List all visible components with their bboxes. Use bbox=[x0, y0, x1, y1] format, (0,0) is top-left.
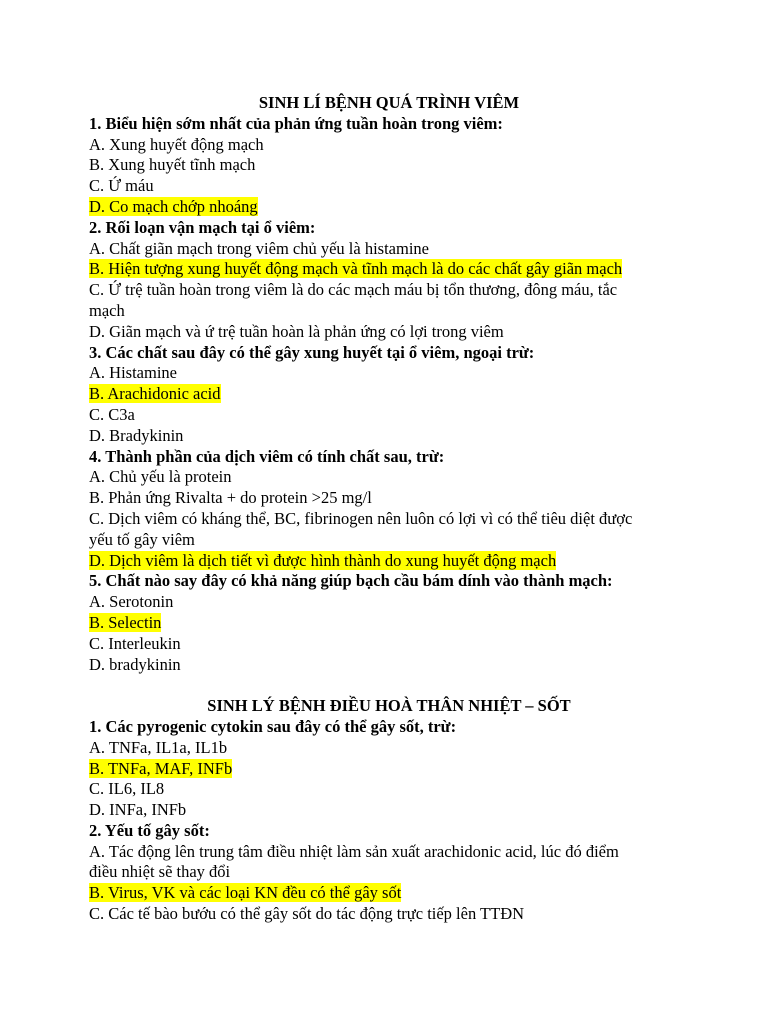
question-2: 2. Rối loạn vận mạch tại ổ viêm: bbox=[89, 217, 316, 237]
highlighted-answer: D. Co mạch chớp nhoáng bbox=[89, 196, 258, 216]
answer-d-correct bbox=[89, 551, 689, 572]
answer-c: C. Ứ máu bbox=[89, 176, 154, 196]
answer-c: C. Interleukin bbox=[89, 633, 181, 653]
question-4: 4. Thành phần của dịch viêm có tính chất sau, trừ: bbox=[89, 446, 445, 466]
question-5: 5. Chất nào say đây có khả năng giúp bạch cầu bám dính vào thành mạch: bbox=[89, 571, 613, 591]
highlighted-answer: B. Arachidonic acid bbox=[89, 384, 221, 404]
answer-c: C. Dịch viêm có kháng thể, BC, fibrinogen nên luôn có lợi vì có thể tiêu diệt được bbox=[89, 508, 633, 528]
answer-a: A. TNFa, IL1a, IL1b bbox=[89, 737, 228, 757]
answer-a: A. Chất giãn mạch trong viêm chủ yếu là histamine bbox=[89, 238, 429, 258]
answer-b-correct bbox=[89, 883, 689, 904]
answer-b: B. Phản ứng Rivalta + do protein >25 mg/l bbox=[89, 488, 372, 508]
highlighted-answer: B. TNFa, MAF, INFb bbox=[89, 758, 233, 778]
section-spacer bbox=[89, 675, 689, 696]
answer-a: A. Serotonin bbox=[89, 592, 174, 612]
question-1: 1. Biểu hiện sớm nhất của phản ứng tuần hoàn trong viêm: bbox=[89, 113, 503, 133]
highlighted-answer: D. Dịch viêm là dịch tiết vì được hình thành do xung huyết động mạch bbox=[89, 550, 557, 570]
question-1: 1. Các pyrogenic cytokin sau đây có thể gây sốt, trừ: bbox=[89, 716, 457, 736]
answer-d: D. bradykinin bbox=[89, 654, 181, 674]
answer-a: A. Chủ yếu là protein bbox=[89, 467, 232, 487]
question-3: 3. Các chất sau đây có thể gây xung huyết tại ổ viêm, ngoại trừ: bbox=[89, 342, 535, 362]
highlighted-answer: B. Selectin bbox=[89, 612, 162, 632]
answer-b-correct bbox=[89, 613, 689, 634]
answer-c: C. Ứ trệ tuần hoàn trong viêm là do các mạch máu bị tổn thương, đông máu, tắc bbox=[89, 280, 618, 300]
answer-c: C. IL6, IL8 bbox=[89, 779, 165, 799]
section-title-inflammation: SINH LÍ BỆNH QUÁ TRÌNH VIÊM bbox=[258, 93, 520, 112]
highlighted-answer: B. Virus, VK và các loại KN đều có thể gây sốt bbox=[89, 883, 402, 903]
answer-a: A. Tác động lên trung tâm điều nhiệt làm sản xuất arachidonic acid, lúc đó điểm bbox=[89, 841, 619, 861]
section-title-fever: SINH LÝ BỆNH ĐIỀU HOÀ THÂN NHIỆT – SỐT bbox=[207, 696, 571, 716]
answer-d-correct bbox=[89, 197, 689, 218]
answer-c: C. C3a bbox=[89, 404, 135, 424]
highlighted-answer: B. Hiện tượng xung huyết động mạch và tĩnh mạch là do các chất gây giãn mạch bbox=[89, 259, 623, 279]
answer-c: C. Các tế bào bướu có thể gây sốt do tác động trực tiếp lên TTĐN bbox=[89, 904, 525, 924]
answer-d: D. INFa, INFb bbox=[89, 800, 187, 820]
answer-b-correct bbox=[89, 384, 689, 405]
document-page bbox=[89, 93, 689, 925]
answer-b: B. Xung huyết tĩnh mạch bbox=[89, 155, 256, 175]
answer-c-continued: mạch bbox=[89, 300, 125, 320]
answer-a-continued: điều nhiệt sẽ thay đổi bbox=[89, 862, 231, 882]
answer-d: D. Giãn mạch và ứ trệ tuần hoàn là phản ứng có lợi trong viêm bbox=[89, 321, 504, 341]
answer-b-correct bbox=[89, 759, 689, 780]
answer-c-continued: yếu tố gây viêm bbox=[89, 529, 195, 549]
question-2: 2. Yếu tố gây sốt: bbox=[89, 820, 210, 840]
answer-a: A. Xung huyết động mạch bbox=[89, 134, 264, 154]
answer-b-correct bbox=[89, 259, 689, 280]
answer-a: A. Histamine bbox=[89, 363, 177, 383]
answer-d: D. Bradykinin bbox=[89, 425, 184, 445]
